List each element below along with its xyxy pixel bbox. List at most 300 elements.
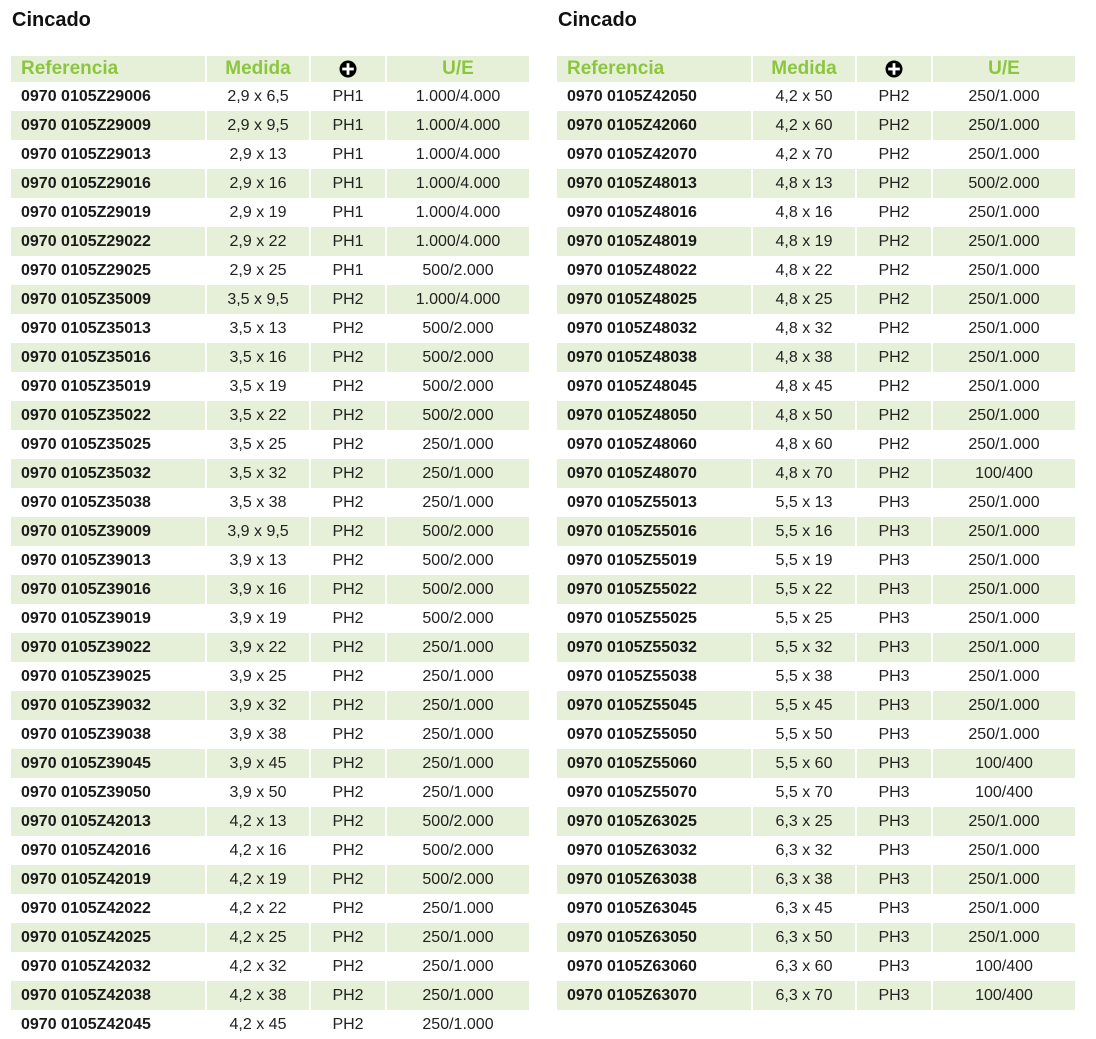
section-title: Cincado bbox=[12, 9, 91, 31]
cell-medida: 6,3 x 32 bbox=[752, 836, 856, 865]
cell-drive: PH1 bbox=[310, 198, 386, 227]
table-row bbox=[11, 720, 529, 749]
cell-medida: 3,9 x 22 bbox=[206, 633, 310, 662]
cell-drive: PH2 bbox=[310, 517, 386, 546]
cell-drive: PH3 bbox=[856, 488, 932, 517]
cell-referencia: 0970 0105Z39016 bbox=[11, 575, 206, 604]
cell-drive: PH3 bbox=[856, 662, 932, 691]
table-row bbox=[11, 459, 529, 488]
cell-referencia: 0970 0105Z29025 bbox=[21, 261, 151, 279]
cell-medida: 5,5 x 38 bbox=[752, 662, 856, 691]
cell-drive: PH2 bbox=[310, 343, 386, 372]
table-row bbox=[557, 778, 1075, 807]
cell-medida: 4,2 x 19 bbox=[206, 865, 310, 894]
table-row bbox=[11, 981, 529, 1010]
cell-ue: 250/1.000 bbox=[932, 256, 1075, 285]
table-row bbox=[11, 894, 529, 923]
cell-referencia: 0970 0105Z55050 bbox=[567, 725, 697, 743]
cell-medida: 5,5 x 13 bbox=[752, 488, 856, 517]
cell-drive: PH1 bbox=[310, 82, 386, 111]
cell-medida: 6,3 x 38 bbox=[752, 865, 856, 894]
cell-medida: 4,2 x 32 bbox=[206, 952, 310, 981]
cell-ue: 250/1.000 bbox=[386, 952, 529, 981]
cell-ue: 250/1.000 bbox=[386, 633, 529, 662]
cell-referencia: 0970 0105Z55013 bbox=[567, 493, 697, 511]
column-header-referencia: Referencia bbox=[11, 56, 206, 82]
cell-ue: 250/1.000 bbox=[932, 343, 1075, 372]
table-row bbox=[557, 865, 1075, 894]
cell-medida: 5,5 x 45 bbox=[752, 691, 856, 720]
table-row bbox=[11, 1010, 529, 1039]
table-row bbox=[557, 140, 1075, 169]
table-row bbox=[557, 111, 1075, 140]
cell-referencia: 0970 0105Z35009 bbox=[11, 285, 206, 314]
cell-referencia: 0970 0105Z42013 bbox=[11, 807, 206, 836]
cell-referencia: 0970 0105Z35013 bbox=[21, 319, 151, 337]
cell-drive: PH2 bbox=[310, 720, 386, 749]
cell-drive: PH2 bbox=[856, 372, 932, 401]
table-row bbox=[557, 459, 1075, 488]
cell-drive: PH2 bbox=[310, 285, 386, 314]
cell-ue: 250/1.000 bbox=[932, 546, 1075, 575]
cell-drive: PH3 bbox=[856, 952, 932, 981]
section-title: Cincado bbox=[558, 9, 637, 31]
cell-drive: PH3 bbox=[856, 633, 932, 662]
cell-medida: 3,5 x 19 bbox=[206, 372, 310, 401]
table-row bbox=[557, 807, 1075, 836]
table-row bbox=[557, 82, 1075, 111]
cell-medida: 4,8 x 25 bbox=[752, 285, 856, 314]
cell-referencia: 0970 0105Z48032 bbox=[567, 319, 697, 337]
table-row bbox=[557, 488, 1075, 517]
cell-medida: 4,2 x 38 bbox=[206, 981, 310, 1010]
table-row bbox=[557, 372, 1075, 401]
cell-medida: 2,9 x 6,5 bbox=[206, 82, 310, 111]
cell-medida: 4,8 x 60 bbox=[752, 430, 856, 459]
cell-drive: PH2 bbox=[310, 952, 386, 981]
table-row bbox=[557, 169, 1075, 198]
cell-drive: PH2 bbox=[856, 256, 932, 285]
cell-medida: 4,8 x 70 bbox=[752, 459, 856, 488]
cell-drive: PH2 bbox=[856, 430, 932, 459]
cell-ue: 250/1.000 bbox=[932, 575, 1075, 604]
cell-medida: 6,3 x 25 bbox=[752, 807, 856, 836]
cell-drive: PH2 bbox=[856, 111, 932, 140]
cell-medida: 2,9 x 16 bbox=[206, 169, 310, 198]
cell-referencia: 0970 0105Z39009 bbox=[11, 517, 206, 546]
cell-referencia: 0970 0105Z63032 bbox=[567, 841, 697, 859]
cell-drive: PH2 bbox=[310, 865, 386, 894]
cell-referencia: 0970 0105Z39038 bbox=[21, 725, 151, 743]
cell-referencia: 0970 0105Z55019 bbox=[567, 551, 697, 569]
table-row bbox=[11, 633, 529, 662]
column-header-ue: U/E bbox=[386, 56, 529, 82]
cell-referencia: 0970 0105Z55070 bbox=[567, 783, 697, 801]
left-panel bbox=[11, 0, 529, 1039]
cell-referencia: 0970 0105Z55045 bbox=[557, 691, 752, 720]
cell-referencia: 0970 0105Z39045 bbox=[11, 749, 206, 778]
cell-ue: 250/1.000 bbox=[932, 198, 1075, 227]
table-row bbox=[11, 604, 529, 633]
cell-ue: 500/2.000 bbox=[386, 546, 529, 575]
cell-drive: PH3 bbox=[856, 749, 932, 778]
cell-ue: 250/1.000 bbox=[386, 1010, 529, 1039]
cell-referencia: 0970 0105Z42070 bbox=[567, 145, 697, 163]
cell-medida: 4,8 x 50 bbox=[752, 401, 856, 430]
cell-medida: 2,9 x 9,5 bbox=[206, 111, 310, 140]
cell-medida: 3,9 x 13 bbox=[206, 546, 310, 575]
cell-drive: PH3 bbox=[856, 836, 932, 865]
cell-ue: 1.000/4.000 bbox=[386, 140, 529, 169]
cell-ue: 250/1.000 bbox=[932, 865, 1075, 894]
cell-drive: PH2 bbox=[856, 82, 932, 111]
cell-drive: PH1 bbox=[310, 256, 386, 285]
cell-referencia: 0970 0105Z42060 bbox=[557, 111, 752, 140]
cell-medida: 4,2 x 13 bbox=[206, 807, 310, 836]
cell-drive: PH2 bbox=[310, 836, 386, 865]
cell-medida: 4,2 x 45 bbox=[206, 1010, 310, 1039]
cell-ue: 250/1.000 bbox=[932, 662, 1075, 691]
cell-drive: PH3 bbox=[856, 720, 932, 749]
column-header-referencia: Referencia bbox=[557, 56, 752, 82]
cell-referencia: 0970 0105Z42025 bbox=[11, 923, 206, 952]
product-table-left bbox=[11, 56, 529, 1039]
cell-medida: 5,5 x 32 bbox=[752, 633, 856, 662]
cell-drive: PH1 bbox=[310, 227, 386, 256]
cell-referencia: 0970 0105Z42016 bbox=[21, 841, 151, 859]
cell-ue: 250/1.000 bbox=[386, 662, 529, 691]
column-header-drive bbox=[310, 56, 386, 82]
column-header-ue: U/E bbox=[932, 56, 1075, 82]
table-row bbox=[557, 575, 1075, 604]
cell-medida: 4,8 x 22 bbox=[752, 256, 856, 285]
cell-ue: 500/2.000 bbox=[386, 575, 529, 604]
cell-medida: 3,5 x 16 bbox=[206, 343, 310, 372]
cell-referencia: 0970 0105Z29013 bbox=[21, 145, 151, 163]
cell-medida: 4,8 x 38 bbox=[752, 343, 856, 372]
phillips-drive-icon bbox=[339, 60, 357, 78]
cell-drive: PH3 bbox=[856, 865, 932, 894]
cell-referencia: 0970 0105Z63050 bbox=[557, 923, 752, 952]
cell-drive: PH2 bbox=[856, 198, 932, 227]
cell-referencia: 0970 0105Z39050 bbox=[21, 783, 151, 801]
cell-drive: PH3 bbox=[856, 894, 932, 923]
cell-medida: 3,9 x 16 bbox=[206, 575, 310, 604]
cell-drive: PH1 bbox=[310, 169, 386, 198]
cell-drive: PH2 bbox=[310, 691, 386, 720]
cell-referencia: 0970 0105Z55038 bbox=[567, 667, 697, 685]
cell-ue: 500/2.000 bbox=[386, 343, 529, 372]
cell-ue: 250/1.000 bbox=[386, 459, 529, 488]
cell-medida: 3,5 x 9,5 bbox=[206, 285, 310, 314]
cell-drive: PH2 bbox=[310, 633, 386, 662]
table-row bbox=[11, 749, 529, 778]
cell-medida: 3,9 x 50 bbox=[206, 778, 310, 807]
table-row bbox=[557, 952, 1075, 981]
table-row bbox=[557, 691, 1075, 720]
cell-drive: PH2 bbox=[310, 401, 386, 430]
cell-referencia: 0970 0105Z35019 bbox=[21, 377, 151, 395]
table-row bbox=[557, 604, 1075, 633]
table-row bbox=[557, 749, 1075, 778]
table-row bbox=[11, 372, 529, 401]
table-row bbox=[557, 343, 1075, 372]
cell-ue: 250/1.000 bbox=[386, 778, 529, 807]
cell-ue: 500/2.000 bbox=[932, 169, 1075, 198]
table-body-right bbox=[557, 82, 1075, 1010]
cell-referencia: 0970 0105Z55060 bbox=[557, 749, 752, 778]
cell-referencia: 0970 0105Z55022 bbox=[557, 575, 752, 604]
cell-referencia: 0970 0105Z29006 bbox=[21, 87, 151, 105]
cell-drive: PH1 bbox=[310, 111, 386, 140]
table-row bbox=[557, 314, 1075, 343]
table-row bbox=[11, 314, 529, 343]
cell-medida: 2,9 x 19 bbox=[206, 198, 310, 227]
table-row bbox=[11, 807, 529, 836]
cell-medida: 3,9 x 19 bbox=[206, 604, 310, 633]
cell-ue: 250/1.000 bbox=[932, 720, 1075, 749]
cell-medida: 4,2 x 16 bbox=[206, 836, 310, 865]
cell-medida: 5,5 x 60 bbox=[752, 749, 856, 778]
cell-drive: PH2 bbox=[856, 227, 932, 256]
cell-medida: 3,5 x 38 bbox=[206, 488, 310, 517]
cell-referencia: 0970 0105Z48060 bbox=[567, 435, 697, 453]
table-row bbox=[557, 923, 1075, 952]
cell-ue: 250/1.000 bbox=[932, 923, 1075, 952]
cell-referencia: 0970 0105Z29016 bbox=[11, 169, 206, 198]
table-row bbox=[11, 140, 529, 169]
table-row bbox=[557, 198, 1075, 227]
table-row bbox=[11, 488, 529, 517]
table-row bbox=[557, 546, 1075, 575]
cell-referencia: 0970 0105Z55025 bbox=[567, 609, 697, 627]
right-panel bbox=[557, 0, 1075, 1010]
cell-drive: PH3 bbox=[856, 807, 932, 836]
cell-referencia: 0970 0105Z29019 bbox=[21, 203, 151, 221]
cell-ue: 250/1.000 bbox=[932, 111, 1075, 140]
cell-referencia: 0970 0105Z35038 bbox=[21, 493, 151, 511]
column-header-drive bbox=[856, 56, 932, 82]
cell-medida: 4,8 x 19 bbox=[752, 227, 856, 256]
cell-referencia: 0970 0105Z42032 bbox=[21, 957, 151, 975]
cell-medida: 4,8 x 32 bbox=[752, 314, 856, 343]
cell-drive: PH2 bbox=[856, 401, 932, 430]
cell-medida: 4,2 x 60 bbox=[752, 111, 856, 140]
cell-drive: PH2 bbox=[310, 807, 386, 836]
table-row bbox=[11, 517, 529, 546]
table-row bbox=[557, 285, 1075, 314]
cell-ue: 250/1.000 bbox=[386, 430, 529, 459]
cell-referencia: 0970 0105Z63038 bbox=[557, 865, 752, 894]
cell-referencia: 0970 0105Z39032 bbox=[11, 691, 206, 720]
cell-ue: 250/1.000 bbox=[932, 227, 1075, 256]
cell-ue: 500/2.000 bbox=[386, 372, 529, 401]
table-row bbox=[11, 401, 529, 430]
cell-referencia: 0970 0105Z63070 bbox=[557, 981, 752, 1010]
cell-referencia: 0970 0105Z42022 bbox=[21, 899, 151, 917]
cell-referencia: 0970 0105Z35022 bbox=[11, 401, 206, 430]
cell-drive: PH2 bbox=[310, 372, 386, 401]
table-row bbox=[11, 691, 529, 720]
cell-ue: 250/1.000 bbox=[932, 82, 1075, 111]
cell-ue: 1.000/4.000 bbox=[386, 169, 529, 198]
cell-ue: 250/1.000 bbox=[932, 807, 1075, 836]
cell-ue: 500/2.000 bbox=[386, 807, 529, 836]
table-row bbox=[11, 111, 529, 140]
table-row bbox=[11, 169, 529, 198]
cell-drive: PH2 bbox=[310, 604, 386, 633]
cell-medida: 5,5 x 25 bbox=[752, 604, 856, 633]
cell-drive: PH2 bbox=[310, 430, 386, 459]
table-row bbox=[11, 836, 529, 865]
cell-ue: 250/1.000 bbox=[932, 401, 1075, 430]
cell-drive: PH3 bbox=[856, 981, 932, 1010]
cell-ue: 1.000/4.000 bbox=[386, 82, 529, 111]
cell-medida: 4,2 x 50 bbox=[752, 82, 856, 111]
cell-drive: PH2 bbox=[310, 923, 386, 952]
cell-referencia: 0970 0105Z48045 bbox=[567, 377, 697, 395]
cell-referencia: 0970 0105Z29022 bbox=[11, 227, 206, 256]
cell-drive: PH1 bbox=[310, 140, 386, 169]
cell-ue: 500/2.000 bbox=[386, 865, 529, 894]
table-row bbox=[557, 662, 1075, 691]
cell-drive: PH2 bbox=[856, 169, 932, 198]
table-row bbox=[11, 256, 529, 285]
cell-medida: 5,5 x 22 bbox=[752, 575, 856, 604]
cell-referencia: 0970 0105Z48025 bbox=[557, 285, 752, 314]
cell-drive: PH3 bbox=[856, 604, 932, 633]
cell-referencia: 0970 0105Z48038 bbox=[557, 343, 752, 372]
cell-ue: 1.000/4.000 bbox=[386, 227, 529, 256]
table-row bbox=[11, 430, 529, 459]
table-row bbox=[557, 836, 1075, 865]
cell-medida: 3,9 x 32 bbox=[206, 691, 310, 720]
table-header-row bbox=[11, 56, 529, 82]
table-row bbox=[557, 401, 1075, 430]
cell-referencia: 0970 0105Z39022 bbox=[11, 633, 206, 662]
table-row bbox=[557, 517, 1075, 546]
cell-drive: PH2 bbox=[856, 285, 932, 314]
cell-ue: 250/1.000 bbox=[932, 285, 1075, 314]
table-body-left bbox=[11, 82, 529, 1039]
table-row bbox=[11, 575, 529, 604]
cell-medida: 6,3 x 45 bbox=[752, 894, 856, 923]
cell-medida: 3,9 x 9,5 bbox=[206, 517, 310, 546]
cell-drive: PH2 bbox=[310, 778, 386, 807]
cell-drive: PH2 bbox=[310, 575, 386, 604]
cell-drive: PH2 bbox=[310, 488, 386, 517]
cell-ue: 500/2.000 bbox=[386, 256, 529, 285]
cell-referencia: 0970 0105Z48019 bbox=[557, 227, 752, 256]
cell-referencia: 0970 0105Z42045 bbox=[21, 1015, 151, 1033]
cell-referencia: 0970 0105Z48070 bbox=[557, 459, 752, 488]
table-row bbox=[11, 546, 529, 575]
cell-drive: PH2 bbox=[856, 459, 932, 488]
cell-referencia: 0970 0105Z35016 bbox=[11, 343, 206, 372]
table-row bbox=[557, 227, 1075, 256]
table-row bbox=[11, 952, 529, 981]
table-row bbox=[11, 923, 529, 952]
cell-drive: PH3 bbox=[856, 691, 932, 720]
cell-referencia: 0970 0105Z35025 bbox=[21, 435, 151, 453]
cell-referencia: 0970 0105Z48050 bbox=[557, 401, 752, 430]
table-row bbox=[11, 227, 529, 256]
cell-medida: 4,2 x 22 bbox=[206, 894, 310, 923]
cell-drive: PH2 bbox=[310, 662, 386, 691]
cell-drive: PH3 bbox=[856, 575, 932, 604]
cell-medida: 4,2 x 70 bbox=[752, 140, 856, 169]
cell-drive: PH3 bbox=[856, 546, 932, 575]
cell-ue: 250/1.000 bbox=[386, 923, 529, 952]
table-row bbox=[11, 82, 529, 111]
cell-referencia: 0970 0105Z48013 bbox=[557, 169, 752, 198]
cell-ue: 250/1.000 bbox=[386, 691, 529, 720]
cell-medida: 4,8 x 13 bbox=[752, 169, 856, 198]
cell-medida: 3,5 x 32 bbox=[206, 459, 310, 488]
cell-ue: 100/400 bbox=[932, 952, 1075, 981]
table-row bbox=[557, 633, 1075, 662]
table-row bbox=[11, 343, 529, 372]
cell-ue: 250/1.000 bbox=[932, 604, 1075, 633]
table-row bbox=[557, 430, 1075, 459]
cell-ue: 250/1.000 bbox=[932, 691, 1075, 720]
table-row bbox=[557, 894, 1075, 923]
cell-drive: PH3 bbox=[856, 778, 932, 807]
cell-ue: 250/1.000 bbox=[386, 720, 529, 749]
cell-ue: 250/1.000 bbox=[932, 488, 1075, 517]
phillips-drive-icon bbox=[885, 60, 903, 78]
column-header-medida: Medida bbox=[752, 56, 856, 82]
cell-ue: 1.000/4.000 bbox=[386, 198, 529, 227]
cell-medida: 6,3 x 60 bbox=[752, 952, 856, 981]
cell-medida: 3,5 x 22 bbox=[206, 401, 310, 430]
cell-drive: PH2 bbox=[310, 894, 386, 923]
cell-ue: 250/1.000 bbox=[932, 140, 1075, 169]
cell-medida: 3,9 x 45 bbox=[206, 749, 310, 778]
cell-medida: 5,5 x 70 bbox=[752, 778, 856, 807]
cell-drive: PH2 bbox=[310, 546, 386, 575]
cell-referencia: 0970 0105Z48016 bbox=[567, 203, 697, 221]
cell-ue: 100/400 bbox=[932, 459, 1075, 488]
cell-drive: PH2 bbox=[310, 981, 386, 1010]
table-row bbox=[11, 662, 529, 691]
cell-medida: 2,9 x 22 bbox=[206, 227, 310, 256]
cell-drive: PH3 bbox=[856, 923, 932, 952]
cell-ue: 250/1.000 bbox=[932, 430, 1075, 459]
cell-referencia: 0970 0105Z48022 bbox=[567, 261, 697, 279]
cell-medida: 4,8 x 16 bbox=[752, 198, 856, 227]
cell-drive: PH2 bbox=[856, 343, 932, 372]
cell-ue: 500/2.000 bbox=[386, 836, 529, 865]
cell-ue: 500/2.000 bbox=[386, 314, 529, 343]
table-row bbox=[557, 720, 1075, 749]
cell-medida: 3,9 x 25 bbox=[206, 662, 310, 691]
product-table-right bbox=[557, 56, 1075, 1010]
cell-referencia: 0970 0105Z63045 bbox=[567, 899, 697, 917]
table-header-row bbox=[557, 56, 1075, 82]
table-row bbox=[557, 256, 1075, 285]
cell-ue: 250/1.000 bbox=[932, 894, 1075, 923]
cell-ue: 500/2.000 bbox=[386, 401, 529, 430]
cell-ue: 100/400 bbox=[932, 981, 1075, 1010]
cell-referencia: 0970 0105Z35032 bbox=[11, 459, 206, 488]
cell-referencia: 0970 0105Z63060 bbox=[567, 957, 697, 975]
cell-referencia: 0970 0105Z63025 bbox=[557, 807, 752, 836]
cell-drive: PH2 bbox=[856, 314, 932, 343]
cell-ue: 1.000/4.000 bbox=[386, 111, 529, 140]
cell-medida: 6,3 x 70 bbox=[752, 981, 856, 1010]
table-row bbox=[11, 778, 529, 807]
